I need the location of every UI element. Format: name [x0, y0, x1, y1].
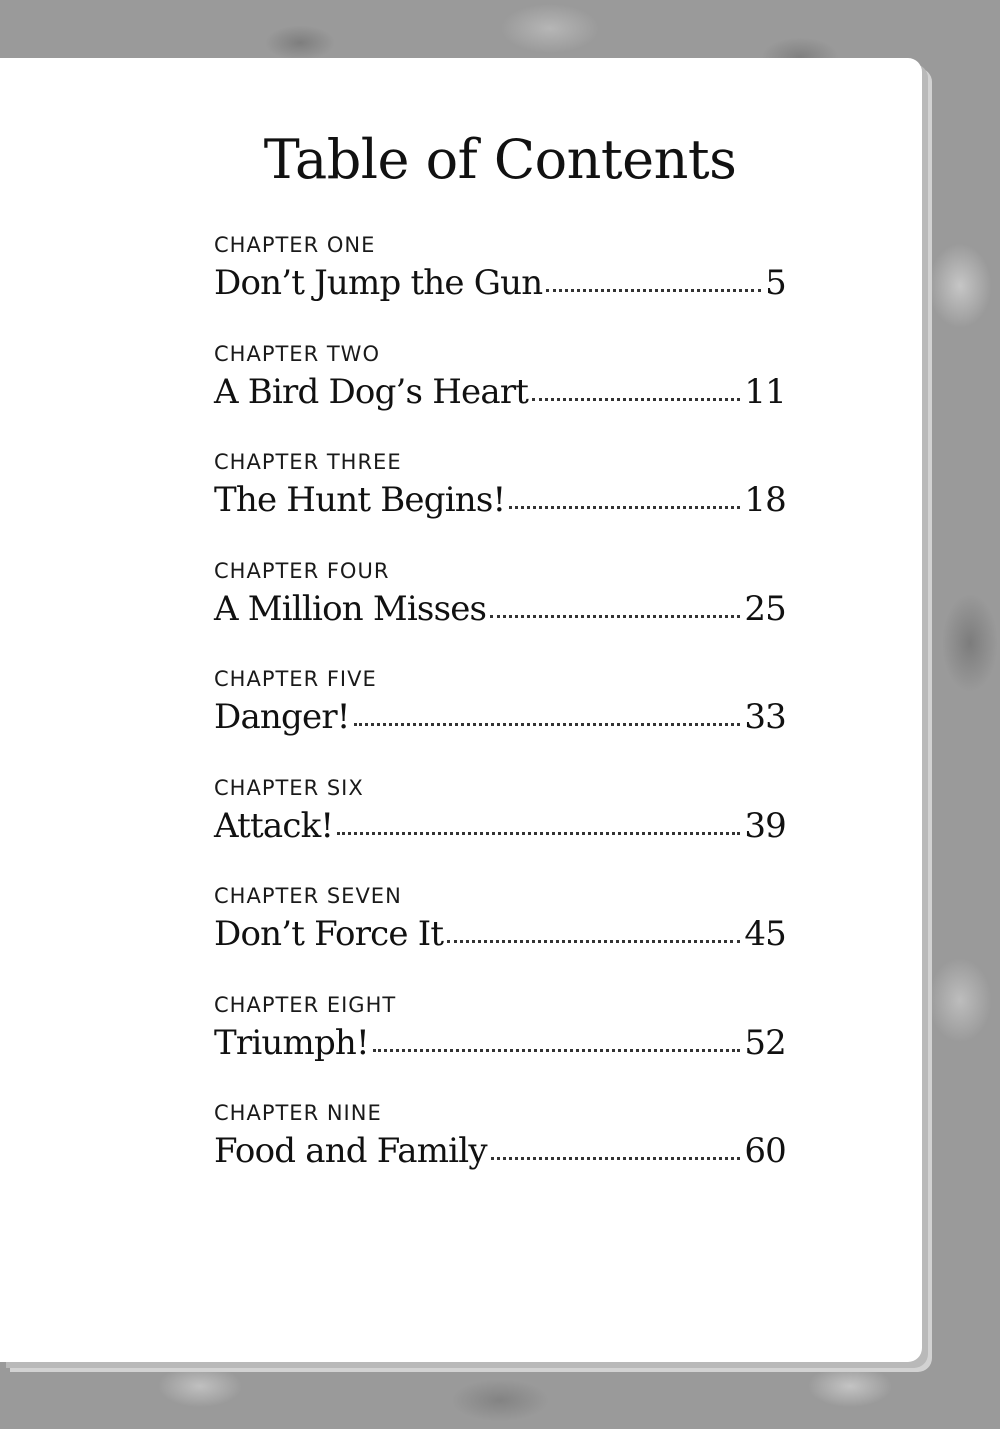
leader-dots — [447, 940, 740, 943]
chapter-label: CHAPTER SEVEN — [214, 884, 402, 908]
leader-dots — [373, 1049, 740, 1052]
chapter-line — [214, 475, 786, 525]
page-number: 33 — [744, 697, 786, 737]
chapter-line — [214, 584, 786, 634]
chapter-label: CHAPTER EIGHT — [214, 992, 397, 1017]
page-number: 25 — [744, 588, 786, 629]
toc-entry[interactable] — [214, 341, 786, 450]
chapter-line — [214, 692, 786, 742]
toc-entry[interactable] — [214, 558, 786, 667]
chapter-title: Food and Family — [214, 1131, 487, 1171]
toc-entry[interactable] — [214, 775, 786, 884]
toc-entry[interactable] — [214, 232, 786, 341]
chapter-label: CHAPTER ONE — [214, 233, 376, 257]
chapter-line — [214, 909, 786, 959]
leader-dots — [354, 723, 741, 726]
page-number: 11 — [744, 371, 786, 412]
page-number: 18 — [744, 480, 786, 520]
chapter-title: The Hunt Begins! — [214, 480, 506, 520]
leader-dots — [491, 1157, 741, 1160]
chapter-label: CHAPTER FIVE — [214, 667, 377, 691]
toc-entry[interactable] — [214, 666, 786, 775]
page-number: 5 — [765, 263, 786, 303]
chapter-title: Don’t Jump the Gun — [214, 263, 543, 303]
leader-dots — [546, 289, 761, 292]
page-number: 39 — [744, 805, 786, 846]
chapter-title: Danger! — [214, 697, 350, 737]
chapter-line — [214, 258, 786, 308]
chapter-title: Attack! — [214, 805, 334, 846]
page-number: 60 — [744, 1131, 786, 1171]
chapter-title: Don’t Force It — [214, 914, 444, 954]
leader-dots — [337, 832, 740, 835]
toc-list — [214, 232, 786, 1209]
toc-entry[interactable] — [214, 1100, 786, 1209]
leader-dots — [532, 398, 740, 401]
chapter-line — [214, 801, 786, 851]
chapter-label: CHAPTER NINE — [214, 1101, 382, 1125]
toc-entry[interactable] — [214, 992, 786, 1101]
leader-dots — [509, 506, 740, 509]
chapter-label: CHAPTER SIX — [214, 775, 364, 800]
toc-entry[interactable] — [214, 449, 786, 558]
chapter-title: A Million Misses — [214, 588, 487, 629]
chapter-line — [214, 1018, 786, 1068]
leader-dots — [490, 615, 740, 618]
chapter-label: CHAPTER FOUR — [214, 558, 390, 583]
chapter-line — [214, 367, 786, 417]
chapter-label: CHAPTER THREE — [214, 450, 402, 474]
page-number: 52 — [744, 1022, 786, 1063]
toc-entry[interactable] — [214, 883, 786, 992]
chapter-title: Triumph! — [214, 1022, 369, 1063]
chapter-line — [214, 1126, 786, 1176]
chapter-label: CHAPTER TWO — [214, 341, 380, 366]
chapter-title: A Bird Dog’s Heart — [214, 371, 529, 412]
page-title: Table of Contents — [263, 128, 737, 191]
page-number: 45 — [744, 914, 786, 954]
